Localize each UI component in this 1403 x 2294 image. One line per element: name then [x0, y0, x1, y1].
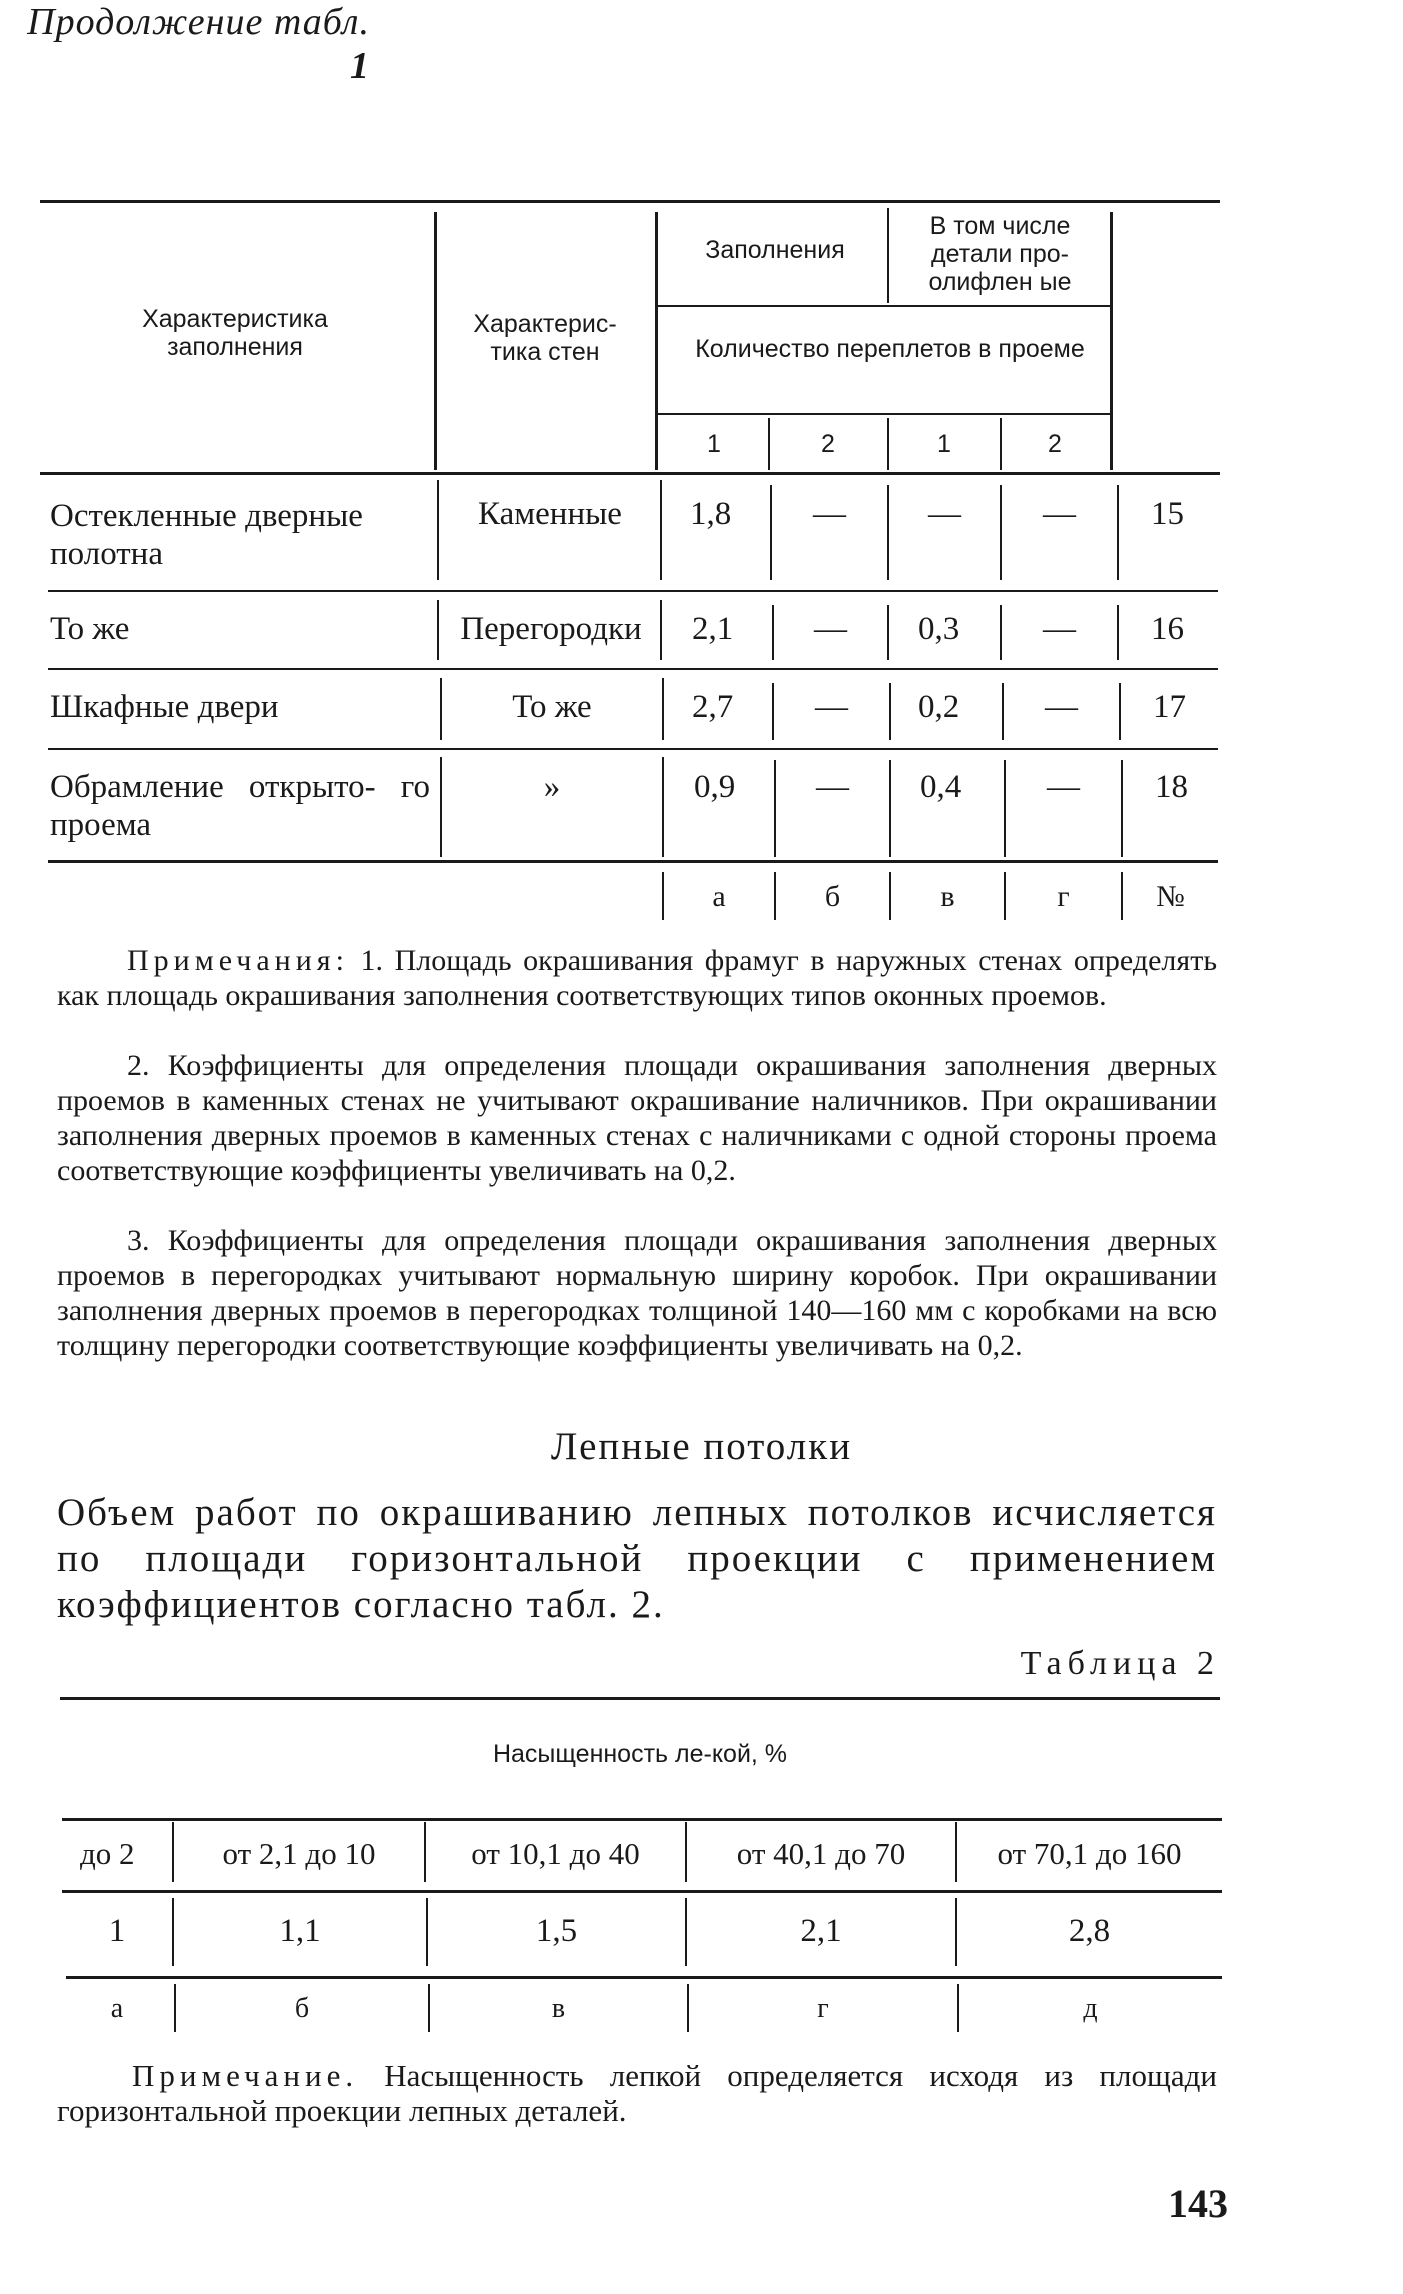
note-2: 2. Коэффициенты для определения площади окрашивания заполнения дверных проемов в каменных стенах не учитывают окрашивание наличников. При окрашивании заполнения дверных проемов в каменных стенах с наличниками с одной стороны проема соответствующие коэффициенты увеличивать на 0,2. [57, 1049, 1217, 1187]
header-num: 2 [1048, 430, 1062, 458]
row-4-a: 0,9 [694, 769, 736, 805]
footer-g: г [1057, 880, 1070, 913]
row-2-b: — [814, 611, 847, 647]
row-rule [62, 1890, 1222, 1893]
col-divider [660, 480, 662, 580]
page-number: 143 [1168, 2181, 1228, 2226]
t2-val-4: 2,1 [800, 1913, 842, 1949]
table-1-subrule [657, 413, 1110, 415]
row-4-walls: » [543, 769, 561, 805]
col-divider [437, 600, 439, 660]
col-divider [889, 683, 891, 740]
row-1-a: 1,8 [690, 496, 732, 532]
row-1-v: — [928, 496, 961, 532]
row-2-walls: Перегородки [460, 611, 642, 647]
table-2-label: Таблица 2 [1020, 1645, 1220, 1682]
table-2-header-rule [62, 1818, 1222, 1821]
row-rule [48, 668, 1218, 670]
header-oiled-details: В том числе детали про- олифлен ые [928, 212, 1072, 296]
header-num: 2 [821, 430, 835, 458]
footer-b: б [824, 880, 841, 913]
t2-letter-2: б [294, 1993, 310, 2024]
continuation-text: Продолжение табл. [27, 1, 370, 43]
row-1-g: — [1043, 496, 1076, 532]
note-3: 3. Коэффициенты для определения площади окрашивания заполнения дверных проемов в перегородках учитывают нормальную ширину коробок. При окрашивании заполнения дверных проемов в перегородках толщиной 140—160 мм с коробками на всю толщину перегородки соответствующие коэффициенты увеличивать на 0,2. [57, 1224, 1217, 1362]
header-num: 1 [937, 430, 951, 458]
table-2-header: Насыщенность ле-кой, % [492, 1740, 788, 1768]
row-1-walls: Каменные [478, 496, 622, 532]
t2-letter-5: д [1083, 1993, 1098, 2024]
continuation-number: 1 [350, 45, 370, 87]
note-2-label: Примечание. [132, 2058, 359, 2093]
row-1-b: — [813, 496, 846, 532]
table-2-note [57, 2058, 1217, 2128]
row-3-no: 17 [1153, 689, 1186, 725]
header-frames-count: Количество переплетов в проеме [695, 335, 1085, 363]
table-1-divider [887, 208, 889, 303]
t2-col-5: от 70,1 до 160 [997, 1836, 1182, 1871]
t2-val-3: 1,5 [535, 1913, 578, 1949]
table-1-divider [1110, 212, 1113, 470]
col-divider [1121, 760, 1123, 857]
section-title: Лепные потолки [550, 1425, 853, 1468]
note-1 [57, 943, 1217, 1013]
row-2-no: 16 [1151, 611, 1184, 647]
header-fill-characteristic: Характеристика заполнения [142, 305, 328, 361]
t2-letter-4: г [817, 1993, 829, 2024]
footer-no: № [1156, 880, 1185, 913]
t2-letter-3: в [551, 1993, 566, 2024]
col-divider [887, 605, 889, 660]
t2-col-3: от 10,1 до 40 [471, 1836, 640, 1871]
t2-col-4: от 40,1 до 70 [736, 1836, 906, 1871]
table-1-divider [655, 212, 658, 470]
t2-letter-1: а [110, 1993, 124, 2024]
footer-v: в [940, 880, 955, 913]
col-divider [889, 760, 891, 857]
table-1-divider [434, 212, 437, 470]
table-1-bottom-rule [48, 860, 1218, 863]
notes-label: Примечания: [127, 944, 349, 977]
row-3-b: — [815, 689, 848, 725]
footer-a: а [712, 880, 726, 913]
col-divider [437, 480, 439, 580]
col-divider [662, 757, 664, 857]
row-3-v: 0,2 [918, 689, 960, 725]
table-1-top-rule [40, 200, 1220, 203]
row-rule [48, 748, 1218, 750]
row-4-v: 0,4 [920, 769, 962, 805]
row-2-fill: То же [50, 611, 130, 647]
row-3-a: 2,7 [692, 689, 734, 725]
t2-val-5: 2,8 [1068, 1913, 1111, 1949]
header-wall-characteristic: Характерис- тика стен [473, 310, 617, 366]
col-divider [1119, 683, 1121, 740]
row-4-g: — [1047, 769, 1080, 805]
row-4-no: 18 [1155, 769, 1188, 805]
row-1-fill: Остекленные дверные полотна [50, 498, 363, 572]
table-1-header-rule [40, 472, 1220, 475]
header-num: 1 [707, 430, 721, 458]
table-continuation-label [0, 0, 370, 88]
header-fillings: Заполнения [705, 236, 845, 264]
row-1-no: 15 [1151, 496, 1184, 532]
t2-val-2: 1,1 [279, 1913, 321, 1949]
row-3-fill: Шкафные двери [50, 689, 279, 725]
row-4-fill: Обрамление открыто- го проема [50, 769, 430, 843]
row-rule [66, 1976, 1222, 1979]
t2-col-2: от 2,1 до 10 [222, 1836, 376, 1871]
note-1-text: 1. Площадь окрашивания фрамуг в наружных стенах определять как площадь окрашивания заполнения соответствующих типов оконных проемов. [57, 944, 1217, 1012]
t2-col-1: до 2 [80, 1836, 135, 1871]
section-body: Объем работ по окрашиванию лепных потолков исчисляется по площади горизонтальной проекции с применением коэффициентов согласно табл. 2. [57, 1491, 1217, 1626]
col-divider [1117, 605, 1119, 660]
table-1-subrule [657, 305, 1110, 307]
note-2-text: Насыщенность лепкой определяется исходя из площади горизонтальной проекции лепных деталей. [57, 2058, 1217, 2128]
row-rule [48, 590, 1218, 592]
row-4-b: — [816, 769, 849, 805]
row-3-g: — [1045, 689, 1078, 725]
row-3-walls: То же [512, 689, 592, 725]
row-2-a: 2,1 [692, 611, 734, 647]
row-2-v: 0,3 [918, 611, 960, 647]
col-divider [1117, 485, 1119, 580]
row-2-g: — [1043, 611, 1076, 647]
table-2-top-rule [60, 1697, 1220, 1700]
col-divider [662, 678, 664, 740]
t2-val-1: 1 [108, 1913, 126, 1949]
